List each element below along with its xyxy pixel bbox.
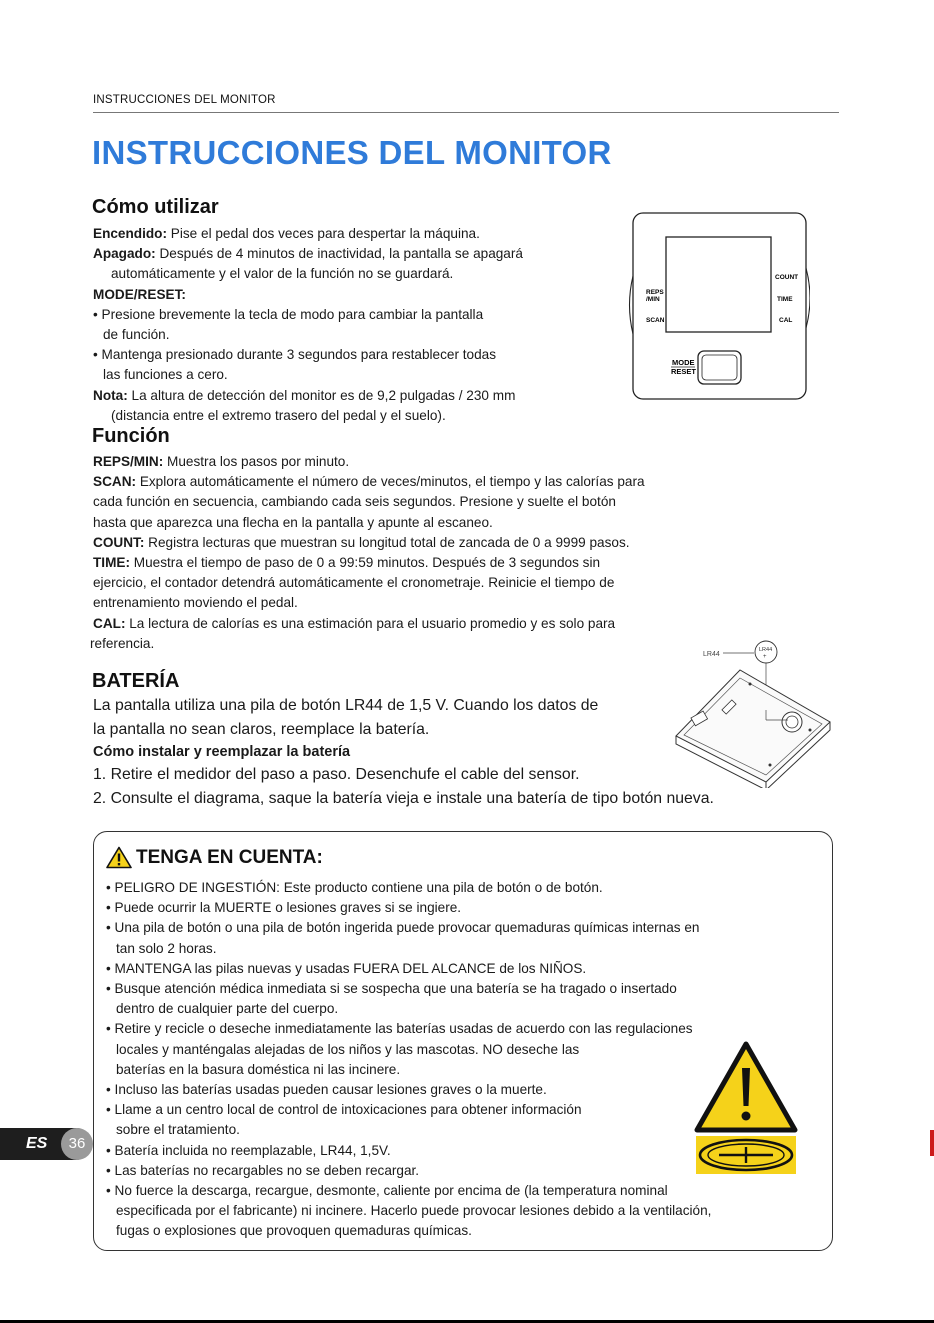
encendido-line	[93, 224, 523, 244]
time-continuation-2: entrenamiento moviendo el pedal.	[93, 595, 298, 611]
bateria-step-1: 1. Retire el medidor del paso a paso. Desenchufe el cable del sensor.	[93, 766, 580, 783]
cal-continuation: referencia.	[90, 635, 155, 651]
warning-triangle-icon	[106, 846, 132, 869]
notice-line: sobre el tratamiento.	[116, 1122, 240, 1138]
mode-reset-bullet-2-continuation: las funciones a cero.	[103, 367, 228, 383]
warning-notice-title	[106, 846, 323, 869]
apagado-continuation: automáticamente y el valor de la función no se guardará.	[111, 266, 454, 282]
cal-label: CAL:	[93, 615, 126, 631]
edge-marker	[930, 1130, 934, 1156]
notice-line: dentro de cualquier parte del cuerpo.	[116, 1001, 339, 1017]
apagado-label: Apagado:	[93, 246, 156, 262]
time-text: Muestra el tiempo de paso de 0 a 99:59 minutos. Después de 3 segundos sin	[130, 555, 601, 571]
header-divider	[93, 112, 839, 113]
mode-reset-button	[698, 351, 741, 384]
bateria-subheading: Cómo instalar y reemplazar la batería	[93, 744, 351, 760]
notice-line: • Las baterías no recargables no se deben recargar.	[106, 1162, 420, 1178]
notice-line: • Busque atención médica inmediata si se sospecha que una batería se ha tragado o insertado	[106, 981, 677, 997]
battery-diagram-label: LR44	[703, 651, 720, 658]
count-text: Registra lecturas que muestran su longitud total de zancada de 0 a 9999 pasos.	[144, 534, 630, 550]
reps-label: REPS/MIN:	[93, 454, 164, 469]
count-label: COUNT:	[93, 534, 145, 550]
svg-text:+: +	[763, 654, 767, 660]
notice-line: • Retire y recicle o deseche inmediatamente las baterías usadas de acuerdo con las regulaciones	[106, 1021, 693, 1037]
section-heading-como-utilizar: Cómo utilizar	[92, 196, 219, 218]
monitor-label-count: COUNT	[775, 274, 799, 281]
page-number: 36	[68, 1135, 86, 1152]
apagado-line	[93, 244, 523, 264]
warning-sign-icon	[693, 1040, 799, 1178]
scan-label: SCAN:	[93, 474, 137, 490]
monitor-label-reps: REPS	[646, 289, 664, 296]
como-utilizar-body	[93, 224, 523, 426]
page-title: INSTRUCCIONES DEL MONITOR	[92, 134, 612, 171]
notice-line: • Puede ocurrir la MUERTE o lesiones graves si se ingiere.	[106, 900, 462, 916]
time-continuation-1: ejercicio, el contador detendrá automáticamente el cronometraje. Reinicie el tiempo de	[93, 575, 615, 591]
notice-line: • MANTENGA las pilas nuevas y usadas FUERA DEL ALCANCE de los NIÑOS.	[106, 960, 587, 976]
battery-compartment-diagram	[670, 640, 835, 788]
cal-line	[93, 614, 645, 634]
monitor-label-mode: MODE	[672, 358, 695, 367]
notice-line: • No fuerce la descarga, recargue, desmonte, caliente por encima de (la temperatura nominal	[106, 1183, 668, 1199]
mode-reset-label	[93, 285, 523, 305]
monitor-label-scan: SCAN	[646, 317, 665, 324]
nota-line	[93, 386, 523, 406]
count-line	[93, 533, 645, 553]
section-heading-bateria: BATERÍA	[92, 670, 180, 692]
mode-reset-bullet-1-continuation: de función.	[103, 327, 170, 343]
reps-line	[93, 452, 645, 472]
bateria-body	[93, 694, 714, 811]
encendido-label: Encendido:	[93, 226, 168, 241]
nota-continuation: (distancia entre el extremo trasero del pedal y el suelo).	[111, 407, 446, 423]
nota-label: Nota:	[93, 387, 128, 403]
monitor-label-min: /MIN	[646, 296, 660, 303]
notice-line: fugas o explosiones que provoquen quemaduras químicas.	[116, 1223, 472, 1239]
bateria-line-2: la pantalla no sean claros, reemplace la batería.	[93, 721, 430, 738]
notice-line: especificada por el fabricante) ni incinere. Hacerlo puede provocar lesiones debido a la ventilación,	[116, 1203, 712, 1219]
warning-notice-title-text: TENGA EN CUENTA:	[136, 846, 323, 868]
scan-continuation-1: cada función en secuencia, cambiando cada seis segundos. Presione y suelte el botón	[93, 494, 616, 510]
running-header: INSTRUCCIONES DEL MONITOR	[93, 94, 276, 106]
scan-line	[93, 472, 645, 492]
notice-line: tan solo 2 horas.	[116, 940, 217, 956]
reps-text: Muestra los pasos por minuto.	[163, 454, 350, 469]
notice-line: • Incluso las baterías usadas pueden causar lesiones graves o la muerte.	[106, 1082, 547, 1098]
notice-line: • PELIGRO DE INGESTIÓN: Este producto contiene una pila de botón o de botón.	[106, 880, 603, 895]
warning-notice-list	[106, 878, 711, 1242]
funcion-body	[90, 452, 645, 654]
time-label: TIME:	[93, 555, 130, 571]
encendido-text: Pise el pedal dos veces para despertar la máquina.	[167, 226, 480, 241]
notice-line: • Batería incluida no reemplazable, LR44, 1,5V.	[106, 1142, 391, 1158]
time-line	[93, 553, 645, 573]
scan-continuation-2: hasta que aparezca una flecha en la pantalla y apunte al escaneo.	[93, 514, 493, 530]
mode-reset-bullet-1: • Presione brevemente la tecla de modo para cambiar la pantalla	[93, 306, 484, 322]
mode-reset-label-text: MODE/RESET:	[93, 286, 186, 302]
monitor-diagram	[628, 210, 810, 402]
notice-line: baterías en la basura doméstica ni las incinere.	[116, 1061, 401, 1077]
nota-text: La altura de detección del monitor es de 9,2 pulgadas / 230 mm	[127, 387, 516, 403]
mode-reset-bullet-2: • Mantenga presionado durante 3 segundos para restablecer todas	[93, 347, 497, 363]
monitor-screen	[666, 237, 771, 332]
language-label: ES	[26, 1135, 48, 1152]
section-heading-funcion: Función	[92, 425, 170, 447]
notice-line: • Una pila de botón o una pila de botón ingerida puede provocar quemaduras químicas internas en	[106, 920, 700, 936]
monitor-label-time: TIME	[777, 296, 793, 303]
bateria-line-1: La pantalla utiliza una pila de botón LR44 de 1,5 V. Cuando los datos de	[93, 697, 599, 714]
bateria-step-2: 2. Consulte el diagrama, saque la batería vieja e instale una batería de tipo botón nueva.	[93, 790, 714, 807]
cal-text: La lectura de calorías es una estimación para el usuario promedio y es solo para	[125, 615, 616, 631]
notice-line: • Llame a un centro local de control de intoxicaciones para obtener información	[106, 1102, 582, 1118]
battery-cell-label: LR44	[759, 647, 773, 653]
monitor-label-reset: RESET	[671, 367, 697, 376]
apagado-text: Después de 4 minutos de inactividad, la pantalla se apagará	[155, 246, 523, 262]
notice-line: locales y manténgalas alejadas de los niños y las mascotas. NO deseche las	[116, 1041, 580, 1057]
monitor-label-cal: CAL	[779, 317, 793, 324]
scan-text: Explora automáticamente el número de veces/minutos, el tiempo y las calorías para	[136, 474, 645, 490]
